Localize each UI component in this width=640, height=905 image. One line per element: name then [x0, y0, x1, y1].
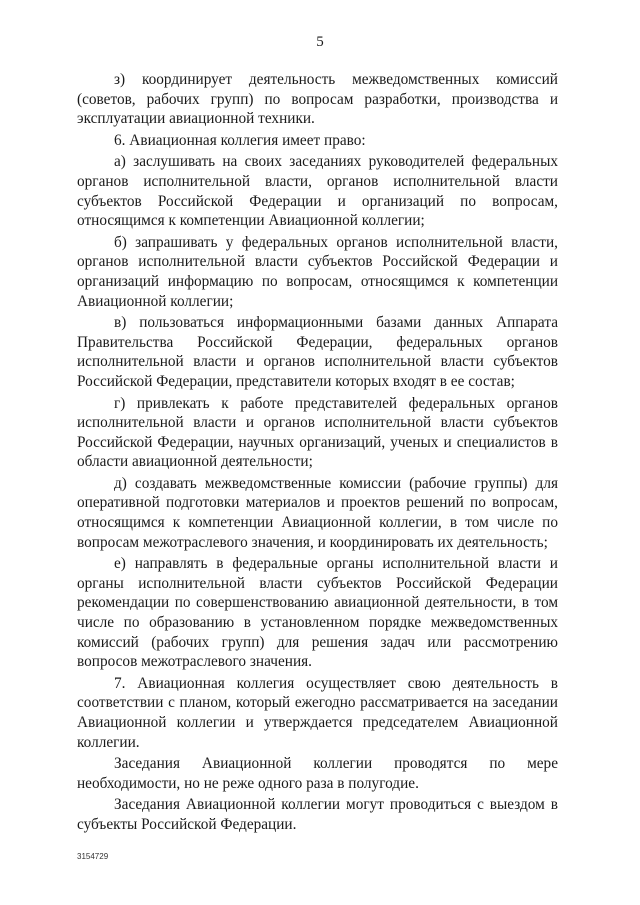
document-body	[77, 70, 558, 837]
paragraph-sessions-frequency: Заседания Авиационной коллегии проводятся по мере необходимости, но не реже одного раза в полугодие.	[77, 755, 558, 792]
paragraph-z: з) координирует деятельность межведомственных комиссий (советов, рабочих групп) по вопросам разработки, производства и эксплуатации авиационной техники.	[77, 71, 558, 128]
page-number: 5	[316, 34, 324, 50]
paragraph-sessions-onsite: Заседания Авиационной коллегии могут проводиться с выездом в субъекты Российской Федерации.	[77, 796, 558, 833]
paragraph-item-6: 6. Авиационная коллегия имеет право:	[114, 131, 366, 149]
paragraph-d: д) создавать межведомственные комиссии (рабочие группы) для оперативной подготовки материалов и проектов решений по вопросам, относящимся к компетенции Авиационной коллегии, в том числе по вопросам межотраслевого значения, и координировать их деятельность;	[77, 474, 558, 551]
paragraph-g: г) привлекать к работе представителей федеральных органов исполнительной власти и органов исполнительной власти субъектов Российской Федерации, научных организаций, ученых и специалистов в области авиационной деятельности;	[77, 394, 558, 471]
paragraph-item-7: 7. Авиационная коллегия осуществляет свою деятельность в соответствии с планом, который ежегодно рассматривается на заседании Авиационной коллегии и утверждается председателем Авиационной коллегии.	[77, 674, 558, 751]
document-code: 3154729	[77, 852, 109, 861]
paragraph-e: е) направлять в федеральные органы исполнительной власти и органы исполнительной власти субъектов Российской Федерации рекомендации по совершенствованию авиационной деятельности, в том числе по образованию в установленном порядке межведомственных комиссий (рабочих групп) для решения задач или рассмотрению вопросов межотраслевого значения.	[77, 555, 558, 671]
paragraph-b: б) запрашивать у федеральных органов исполнительной власти, органов исполнительной власти субъектов Российской Федерации и организаций информацию по вопросам, относящимся к компетенции Авиационной коллегии;	[77, 233, 558, 310]
paragraph-a: а) заслушивать на своих заседаниях руководителей федеральных органов исполнительной власти, органов исполнительной власти субъектов Российской Федерации и организаций по вопросам, относящимся к компетенции Авиационной коллегии;	[77, 153, 558, 230]
paragraph-v: в) пользоваться информационными базами данных Аппарата Правительства Российской Федерации, федеральных органов исполнительной власти и органов исполнительной власти субъектов Российской Федерации, представители которых входят в ее состав;	[77, 314, 558, 390]
